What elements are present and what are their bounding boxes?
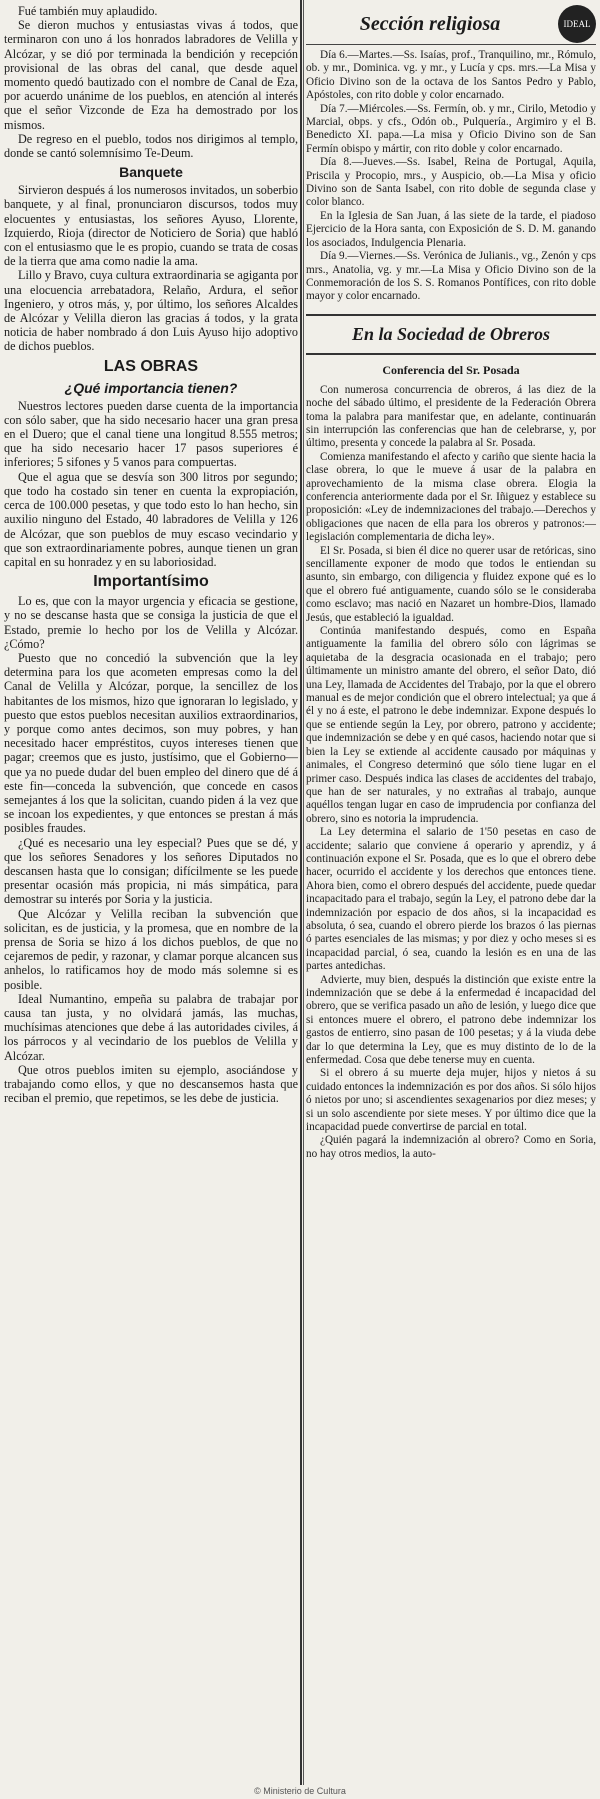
paragraph: Que otros pueblos imiten su ejemplo, asociándose y trabajando como ellos, y que no descansemos hasta que reciban el premio, que repetimos, se les debe de justicia. — [4, 1062, 298, 1106]
column-rule — [300, 0, 302, 1785]
article-subtitle: Conferencia del Sr. Posada — [382, 362, 520, 377]
section-title: Sección religiosa — [359, 12, 501, 35]
paragraph: Día 6.—Martes.—Ss. Isaías, prof., Tranquilino, mr., Rómulo, ob. y mr., Dominica. vg. y mr., y Lucía y cps. mrs.—La Misa y Oficio Divino son de la octava de los Santos Pedro y Pablo, Apóstoles, con rito doble y color encarnado. — [306, 49, 596, 102]
paragraph: Que Alcózar y Velilla reciban la subvención que solicitan, es de justicia, y la promesa, que en nombre de la prensa de Soria se hizo á los dichos pueblos, de que no cejaremos de pedir, y razonar, y clamar porque alcancen sus anhelos, lo ratificamos hoy de modo más solemne si es posible. — [4, 906, 298, 992]
paragraph: ¿Qué es necesario una ley especial? Pues que se dé, y que los señores Senadores y los señores Diputados no descansen hasta que lo consigan; difícilmente se les puede presentar ocasión más propicia, ni más simpática, para demostrar su interés por Soria y la justicia. — [4, 835, 298, 907]
paragraph: Lillo y Bravo, cuya cultura extraordinaria se agiganta por una elocuencia arrebatadora, Relaño, Ardura, el señor Ingeniero, y otros más, y, por último, los señores Alcaldes de Alcózar y Velilla dieron las gracias á todos, y la grata noticia de haber nombrado á don Luis Ayuso hijo adoptivo de dichos pueblos. — [4, 268, 298, 354]
article-title: En la Sociedad de Obreros — [306, 314, 596, 355]
paragraph: Continúa manifestando después, como en España antiguamente la familia del obrero sólo con lágrimas se aquietaba de la desgracia ocasionada en el trabajo; pero últimamente un ministro amante del obrero, el señor Dato, dió una Ley, llamada de Accidentes del Trabajo, por la que el obrero manual es de mejor condición que el obrero intelectual; ya que á él y no á este, el patrono le debe indemnizar. Expone después lo que se entiende según la Ley, por obrero, patrono y accidente; que indemnización se debe y en qué casos, haciendo notar que si bien la Ley se extiende al accidente causado por máquinas y animales, el Congreso determinó que sólo tiene lugar en el primer caso. Después indica las clases de accidentes del trabajo, que han de ser naturales, y no extrañas al trabajo, aunque aquéllos tengan lugar en caso de imprudencia por confianza del obrero, sino es notoria la imprudencia. — [306, 625, 596, 825]
paragraph: Sirvieron después á los numerosos invitados, un soberbio banquete, y al final, pronunciaron discursos, todos muy elocuentes y entusiastas, los señores Ayuso, Llorente, Izquierdo, Rioja (director de Noticiero de Soria) que habló con el entusiasmo que le es propio, cuando se trata de cosas de la tierra que ama como nadie la ama. — [4, 183, 298, 269]
paragraph: Puesto que no concedió la subvención que la ley determina para los que acometen empresas como la del Canal de Velilla y Alcózar, porque, la sencillez de los habitantes de los mismos, hizo que ignoraran lo legislado, y puesto que estos pueblos necesitan auxilios extraordinarios, y porque como antes decimos, son muy pobres, y han necesitado hacer empréstitos, cuyos intereses tienen que pagar; creemos que es justo, justísimo, que el Gobierno—que ya no puede dudar del buen empleo del dinero que dé á este fin—conceda la subvención, que concede en casos semejantes á los que la solicitan, cuando piden á la vez que se incoan los expedientes, y que entonces se prestan á más posibles fraudes. — [4, 650, 298, 836]
section-heading-importantisimo: Importantísimo — [93, 573, 209, 591]
paragraph: La Ley determina el salario de 1'50 pesetas en caso de accidente; salario que conviene á operario y aprendiz, y á continuación expone el Sr. Posada, que es lo que el obrero debe hacer, ocurrido el accidente y los derechos que entonces tiene. Ahora bien, como el obrero después del accidente, puede quedar incapacitado para el trabajo, según la Ley, el patrono debe dar la indemnización por espacio de dos años, si la incapacidad es absoluta, ó sea, cuando el obrero pierde los brazos ó las piernas ó partes esenciales de las mismas; y por diez y ocho meses si es incapacidad parcial, ó sea, cuando la lesión es en una de las partes antedichas. — [306, 826, 596, 973]
right-column — [306, 4, 596, 1161]
paragraph: Que el agua que se desvía son 300 litros por segundo; que todo ha costado sin tener en cuenta la expropiación, cerca de 100.000 pesetas, y que todo esto lo han hecho, sin auxilio ninguno del Estado, 40 labradores de Velilla y 126 de Alcózar, que son pueblos de muy escaso vecindario y que son extraordinariamente pobres, aunque tienen un gran capital en su honradez y en su laboriosidad. — [4, 469, 298, 569]
left-column — [4, 4, 298, 1105]
paragraph: Día 9.—Viernes.—Ss. Verónica de Julianis., vg., Zenón y cps mrs., Anatolia, vg. y mr.—La Misa y Oficio Divino son de la Conmemoración de los S. S. Romanos Pontífices, con rito doble mayor y color encarnado. — [306, 250, 596, 303]
paragraph: Lo es, que con la mayor urgencia y eficacia se gestione, y no se descanse hasta que se consiga la justicia de que el Estado, premie lo hecho por los de Velilla y Alcózar. ¿Cómo? — [4, 594, 298, 651]
paragraph: En la Iglesia de San Juan, á las siete de la tarde, el piadoso Ejercicio de la Hora santa, con Exposición de S. D. M. ganando los asociados, Indulgencia Plenaria. — [306, 209, 596, 249]
section-heading-obras: LAS OBRAS — [103, 357, 199, 375]
paragraph: Nuestros lectores pueden darse cuenta de la importancia con sólo saber, que ha sido necesario hacer una gran presa en el Duero; que el canal tiene una longitud 8.555 metros; que ha sido necesario hacer 17 pasos superiores é inferiores; 5 sifones y 5 vanos para compuertas. — [4, 398, 298, 470]
seal-icon: IDEAL — [558, 5, 596, 43]
paragraph: Día 7.—Miércoles.—Ss. Fermín, ob. y mr., Cirilo, Metodio y Marcial, obps. y cfs., Odón ob., Pulquería., Argimiro y el B. Benedicto XI. papa.—La misa y Oficio Divino son de San Fermín obispo y mártir, con rito doble y color encarnado. — [306, 102, 596, 155]
paragraph: El Sr. Posada, si bien él dice no querer usar de retóricas, sino sencillamente exponer de modo que todos le entiendan su asunto, sin embargo, con diligencia y fluidez expone qué es lo que el obrero fué antiguamente, cuando sólo se le consideraba como esclavo; mas nació en Nazaret un hombre-Dios, llamado Jesús, que estableció la igualdad. — [306, 544, 596, 624]
paragraph: ¿Quién pagará la indemnización al obrero? Como en Soria, no hay otros medios, la auto- — [306, 1134, 596, 1160]
column-rule-inner — [303, 0, 304, 1785]
paragraph: Ideal Numantino, empeña su palabra de trabajar por causa tan justa, y no olvidará jamás, las muchas, muchísimas atenciones que debe á las autoridades civiles, á los párrocos y al vecindario de los pueblos de Velilla y Alcózar. — [4, 991, 298, 1063]
paragraph: Fué también muy aplaudido. — [18, 4, 158, 18]
paragraph: De regreso en el pueblo, todos nos dirigimos al templo, donde se cantó solemnísimo Te-Deum. — [4, 131, 298, 161]
paragraph: Con numerosa concurrencia de obreros, á las diez de la noche del sábado último, el presidente de la Federación Obrera toma la palabra para manifestar que, en adelante, continuarán sin interrupción las conferencias que han de celebrarse, y, por último, presenta y concede la palabra al Sr. Posada. — [306, 383, 596, 450]
paragraph: Se dieron muchos y entusiastas vivas á todos, que terminaron con uno á los honrados labradores de Velilla y Alcózar, y se dió por terminada la bendición y recepción provisional de las obras del canal, que desde aquel momento quedó bautizado con el nombre de Canal de Eza, por acuerdo unánime de los pueblos, en atención al interés que el señor Vizconde de Eza ha demostrado por los mismos. — [4, 18, 298, 132]
section-heading-banquete: Banquete — [119, 164, 183, 181]
section-subheading-importancia: ¿Qué importancia tienen? — [64, 379, 238, 396]
paragraph: Advierte, muy bien, después la distinción que existe entre la indemnización que se debe á la enfermedad é incapacidad del obrero, que se verifica pasado un año de lesión, y luego dice que si entonces muere el obrero, el patrono debe indemnizar los gastos de entierro, sino pasan de 100 pesetas; y á la viuda debe dar lo que determina la Ley, que es muy distinto de lo de la enfermedad. Cosa que debe tenerse muy en cuenta. — [306, 973, 596, 1067]
paragraph: Comienza manifestando el afecto y cariño que siente hacia la clase obrera, lo que le mueve á usar de la palabra en aprovechamiento de la misma clase obrera. Elogia la conferencia anteriormente dada por el Sr. Iñiguez y establece su proposición: «Ley de indemnizaciones del trabajo.—Derechos y obligaciones que nacen de ella para los obreros y patronos:—legislación complementaria de dicha ley». — [306, 450, 596, 544]
section-banner — [306, 4, 596, 45]
paragraph: Si el obrero á su muerte deja mujer, hijos y nietos á su cuidado entonces la indemnización es por dos años. Si sólo hijos ó nietos por uno; si ascendientes sexagenarios por diez meses; y si un solo ascendiente por siete meses. Y por último dice que la incapacidad puede convertirse de parcial en total. — [306, 1067, 596, 1134]
copyright-footer: © Ministerio de Cultura — [254, 1786, 346, 1796]
paragraph: Día 8.—Jueves.—Ss. Isabel, Reina de Portugal, Aquila, Priscila y Procopio, mrs., y Auspicio, ob.—La Misa y oficio Divino son de Santa Isabel, con rito doble de segunda clase y color blanco. — [306, 156, 596, 209]
